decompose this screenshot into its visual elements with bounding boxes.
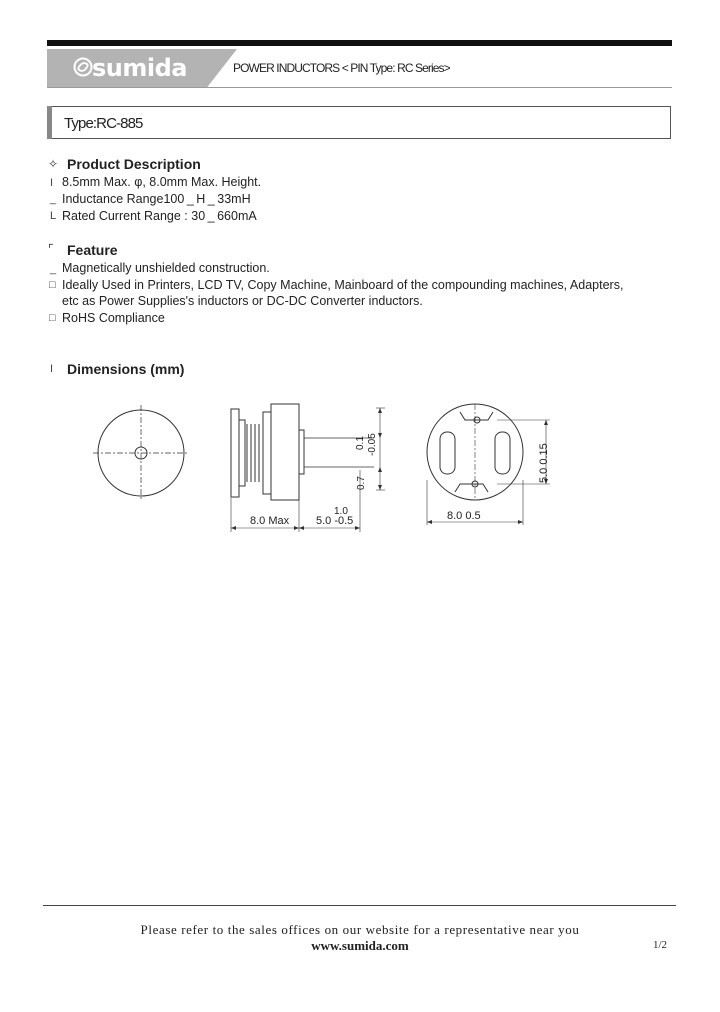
header-top-rule bbox=[47, 40, 672, 46]
dimension-arrows bbox=[231, 408, 382, 530]
dimension-drawing bbox=[0, 380, 720, 540]
feature-line: Magnetically unshielded construction. bbox=[62, 261, 270, 275]
bullet-marker: I bbox=[50, 177, 54, 189]
footer-url[interactable]: www.sumida.com bbox=[311, 938, 409, 953]
page-number: 1/2 bbox=[653, 939, 668, 951]
header-bottom-rule bbox=[47, 87, 672, 88]
product-description-heading: Product Description bbox=[67, 156, 201, 172]
top-view bbox=[93, 405, 189, 501]
footer-note: Please refer to the sales offices on our website for a representative near you bbox=[140, 922, 580, 937]
description-line: Rated Current Range : 30 _ 660mA bbox=[62, 209, 257, 223]
section-marker: I bbox=[50, 363, 54, 375]
dim-label-tol-bottom: -0.05 bbox=[367, 433, 378, 456]
description-line: Inductance Range100 _ H _ 33mH bbox=[62, 192, 251, 206]
bullet-marker: _ bbox=[50, 193, 57, 205]
dim-label-tol-top: 0.1 bbox=[355, 436, 366, 450]
dim-label-pin-tol: 1.0 bbox=[334, 506, 348, 517]
feature-line: Ideally Used in Printers, LCD TV, Copy Machine, Mainboard of the compounding machines, Adapters, bbox=[62, 278, 624, 292]
bullet-marker: □ bbox=[49, 279, 56, 291]
dim-label-height: 8.0 Max bbox=[250, 515, 290, 527]
side-view bbox=[231, 404, 385, 532]
bottom-view bbox=[427, 404, 550, 525]
dimensions-heading: Dimensions (mm) bbox=[67, 361, 185, 377]
feature-line: etc as Power Supplies's inductors or DC-DC Converter inductors. bbox=[62, 294, 423, 308]
type-label: Type:RC-885 bbox=[64, 115, 143, 132]
dim-label-pin-length: 5.0 -0.5 bbox=[316, 515, 354, 527]
bottom-view-arrows bbox=[427, 420, 548, 524]
header-title: POWER INDUCTORS < PIN Type: RC Series> bbox=[233, 61, 450, 75]
feature-heading: Feature bbox=[67, 242, 118, 258]
bullet-marker: L bbox=[50, 210, 57, 222]
sparkle-icon: ✧ bbox=[48, 157, 59, 171]
corner-icon: ⌜ bbox=[48, 242, 54, 256]
sumida-logo-icon bbox=[73, 57, 93, 77]
brand-logo-text: sumida bbox=[92, 54, 187, 82]
dim-label-width: 8.0 0.5 bbox=[447, 510, 481, 522]
type-accent-bar bbox=[47, 106, 52, 139]
footer-rule bbox=[43, 905, 676, 906]
feature-line: RoHS Compliance bbox=[62, 311, 165, 325]
bullet-marker: _ bbox=[50, 263, 57, 275]
description-line: 8.5mm Max. φ, 8.0mm Max. Height. bbox=[62, 175, 262, 189]
dim-label-pitch: 5.0 0.15 bbox=[538, 443, 550, 483]
dim-label-pin-dia: 0.7 bbox=[356, 476, 367, 490]
bullet-marker: □ bbox=[49, 312, 56, 324]
